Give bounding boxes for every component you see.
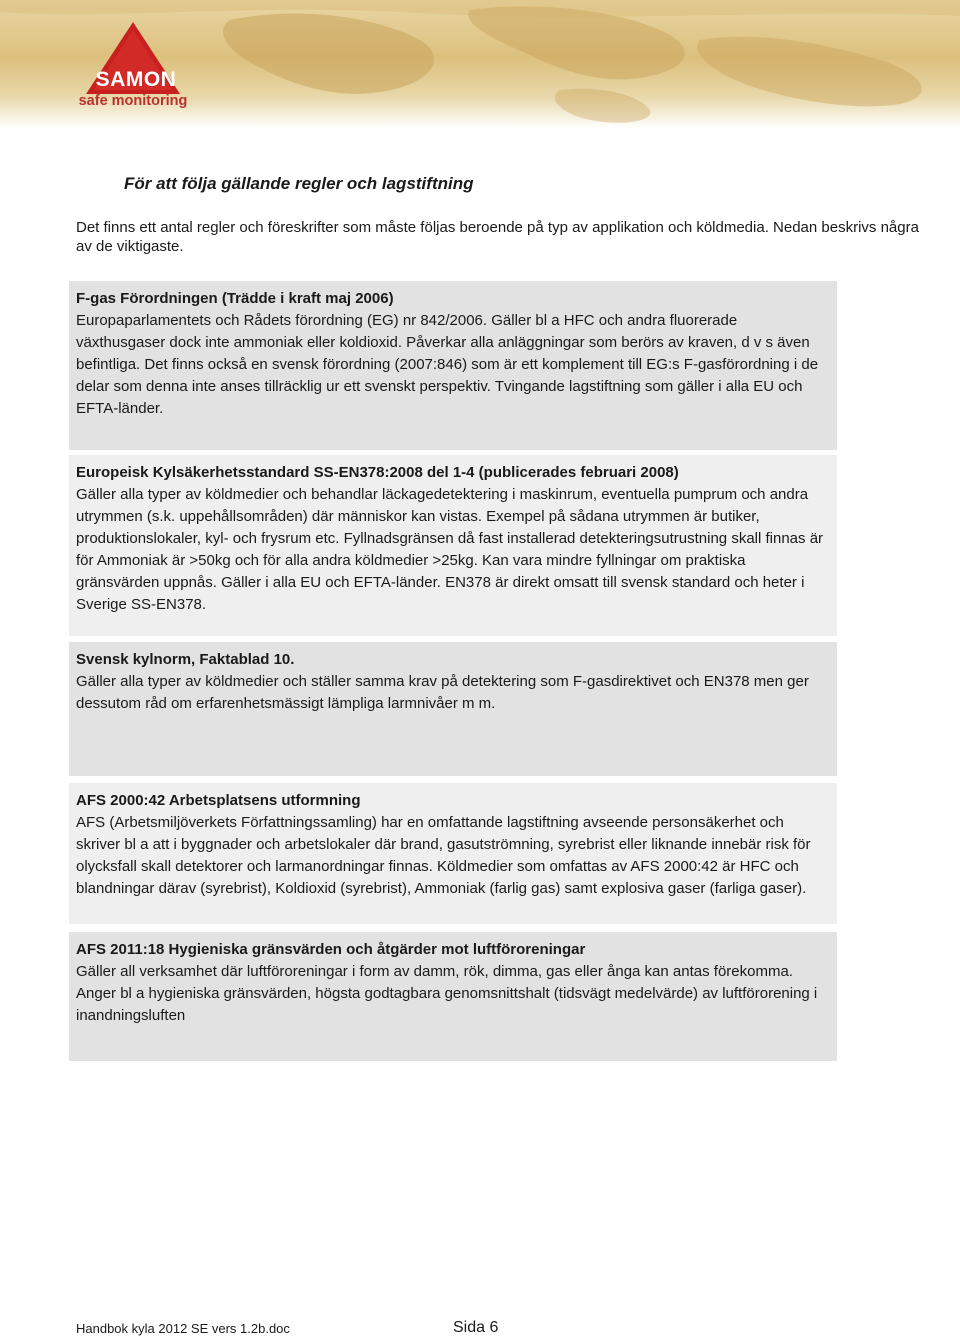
header-banner [0, 0, 960, 128]
logo-name: SAMON [95, 68, 177, 91]
logo-tagline: safe monitoring [78, 93, 188, 109]
section-fgas [69, 281, 837, 450]
section-title: AFS 2011:18 Hygieniska gränsvärden och åtgärder mot luftföroreningar [76, 941, 586, 958]
footer-document-name: Handbok kyla 2012 SE vers 1.2b.doc [76, 1321, 290, 1336]
section-afs-2011 [69, 932, 837, 1061]
section-afs-2000 [69, 783, 837, 924]
intro-paragraph: Det finns ett antal regler och föreskrifter som måste följas beroende på typ av applikation och köldmedia. Nedan beskrivs några av de viktigaste. [76, 219, 919, 255]
section-title: F-gas Förordningen (Trädde i kraft maj 2006) [76, 290, 394, 307]
section-body: Gäller all verksamhet där luftföroreningar i form av damm, rök, dimma, gas eller ånga kan antas förekomma. Anger bl a hygieniska gränsvärden, högsta godtagbara genomsnittshalt (tidsvägt medelvärde) av luftförorening i inandningsluften [76, 963, 818, 1024]
section-body: Gäller alla typer av köldmedier och behandlar läckagedetektering i maskinrum, eventuella pumprum och andra utrymmen (s.k. uppehållsområden) där människor kan vistas. Exempel på sådana utrymmen är butiker, produktionslokaler, kyl- och frysrum etc. Fyllnadsgränsen då fast installerad detekteringsutrustning skall finnas är för Ammoniak är >50kg och för alla andra köldmedier >25kg. Kan vara mindre fyllningar om praktiska gränsvärden uppnås. Gäller i alla EU och EFTA-länder. EN378 är direkt omsatt till svensk standard och heter i Sverige SS-EN378. [76, 486, 824, 613]
footer-page-number: Sida 6 [453, 1319, 499, 1336]
section-title: Europeisk Kylsäkerhetsstandard SS-EN378:2008 del 1-4 (publicerades februari 2008) [76, 464, 679, 481]
section-body: AFS (Arbetsmiljöverkets Författningssamling) har en omfattande lagstiftning avseende personsäkerhet och skriver bl a att i byggnader och arbetslokaler där brand, gasutströmning, syrebrist eller liknande innebär risk för olycksfall skall detektorer och larmanordningar finnas. Köldmedier som omfattas av AFS 2000:42 är HFC och blandningar därav (syrebrist), Koldioxid (syrebrist), Ammoniak (farlig gas) samt explosiva gaser (farliga gaser). [76, 814, 811, 897]
section-body: Europaparlamentets och Rådets förordning (EG) nr 842/2006. Gäller bl a HFC och andra fluorerade växthusgaser dock inte ammoniak eller koldioxid. Påverkar alla anläggningar som berörs av kraven, d v s även befintliga. Det finns också en svensk förordning (2007:846) som är ett komplement till EG:s F-gasförordning i de delar som denna inte anses tillräcklig ur ett svenskt perspektiv. Tvingande lagstiftning som gäller i alla EU och EFTA-länder. [76, 312, 819, 417]
section-en378 [69, 455, 837, 636]
section-title: AFS 2000:42 Arbetsplatsens utformning [76, 792, 361, 809]
section-kylnorm [69, 642, 837, 776]
samon-logo [78, 22, 188, 114]
section-body: Gäller alla typer av köldmedier och ställer samma krav på detektering som F-gasdirektivet och EN378 men ger dessutom råd om erfarenhetsmässigt lämpliga larmnivåer m m. [76, 673, 809, 712]
page-heading: För att följa gällande regler och lagstiftning [124, 174, 474, 193]
section-title: Svensk kylnorm, Faktablad 10. [76, 651, 295, 668]
